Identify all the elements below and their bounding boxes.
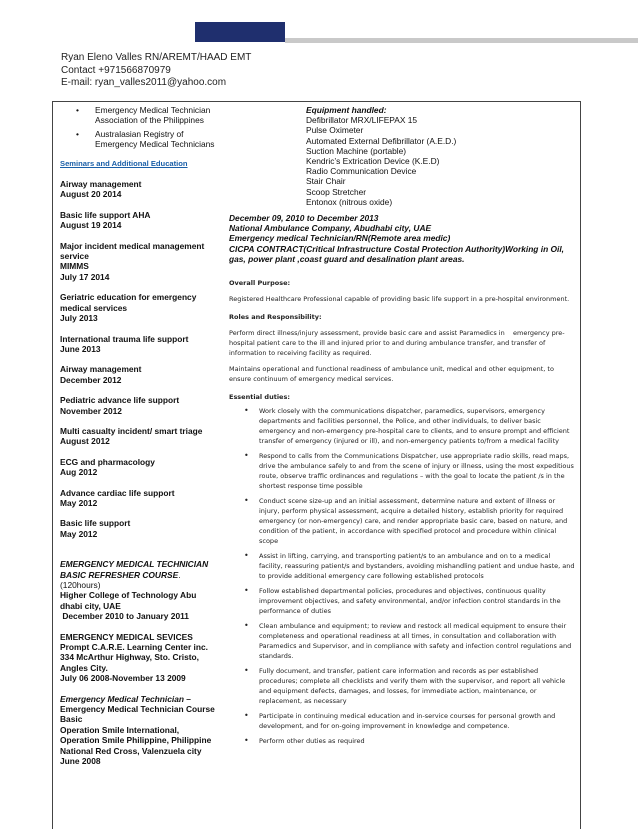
equipment-heading: Equipment handled: <box>306 105 387 115</box>
bullet-icon: • <box>244 666 249 676</box>
job-dates: December 09, 2010 to December 2013 <box>229 213 379 224</box>
list-item: • Emergency Medical Technician Association of the Philippines <box>76 105 211 126</box>
roles-paragraph: Perform direct illness/injury assessment, provide basic care and assist Paramedics in emergency pre-hospital patient care to the ill and injured prior to and during ambulance transfer, and transfer of information to receiving facility as required. <box>229 329 565 358</box>
list-item: Pulse Oximeter <box>306 125 364 136</box>
course-entry: Major incident medical management service MIMMS July 17 2014 <box>60 240 205 282</box>
duties-list <box>229 406 575 746</box>
emt-course-entry: Emergency Medical Technician – Emergency Medical Technician Course Basic Operation Smile International, Operation Smile Philippine, Philippine National Red Cross, Valenzuela city June 2008 <box>60 693 215 767</box>
list-item: • Work closely with the communications dispatcher, paramedics, supervisors, emergency departments and facilities personnel, the Police, and other individuals, to deliver basic emergency and non-emergency pre-hospital care to clients, and to ensure prompt and efficient transfer of emergency (injured or ill), and non-emergency patients to/from a medical facility <box>244 406 570 446</box>
bullet-icon: • <box>244 736 249 746</box>
course-entry: Airway management December 2012 <box>60 364 142 385</box>
header-accent-block <box>195 22 285 42</box>
left-column <box>60 105 220 767</box>
bullet-icon: • <box>76 105 79 115</box>
list-item: • Conduct scene size-up and an initial assessment, determine nature and extent of illness or injury, perform physical assessment, acquire a detailed history, establish priority for required emergency (or non-emergency) care, and render appropriate basic care, based on nature, and condition of the patient, in accordance with specified protocol and procedure within clinical scope <box>244 496 568 546</box>
bullet-icon: • <box>244 711 249 721</box>
bullet-icon: • <box>244 551 249 561</box>
list-item: Suction Machine (portable) <box>306 145 407 156</box>
list-item: Defibrillator MRX/LIFEPAX 15 <box>306 115 418 126</box>
course-entry: Basic life support May 2012 <box>60 518 131 539</box>
list-item: • Respond to calls from the Communications Dispatcher, use appropriate radio skills, read maps, drive the ambulance safely to and from the scene of injury or illness, using the most expeditious route, observe traffic ordinances and regulations – with the goal to locate the patient /s in the shortest response time possible <box>244 451 574 491</box>
bullet-icon: • <box>244 621 249 631</box>
job-description <box>229 278 575 746</box>
bullet-icon: • <box>244 496 249 506</box>
bullet-icon: • <box>244 406 249 416</box>
job-company: National Ambulance Company, Abudhabi city, UAE <box>229 223 432 234</box>
roles-paragraph: Maintains operational and functional readiness of ambulance unit, medical and other equipment, to ensure continuum of emergency medical services. <box>229 365 554 384</box>
header-accent-rule <box>285 38 638 43</box>
course-entry: Airway management August 20 2014 <box>60 179 142 200</box>
ems-course-entry: EMERGENCY MEDICAL SEVICES Prompt C.A.R.E. Learning Center inc. 334 McArthur Highway, Sto. Cristo, Angles City. July 06 2008-November 13 2009 <box>60 631 208 684</box>
contact-email: E-mail: ryan_valles2011@yahoo.com <box>61 77 227 88</box>
bullet-icon: • <box>244 451 249 461</box>
equipment-list <box>306 105 575 207</box>
resume-header <box>61 52 601 90</box>
name-line: Ryan Eleno Valles RN/AREMT/HAAD EMT <box>61 52 252 63</box>
course-entry: Pediatric advance life support November 2012 <box>60 395 180 416</box>
list-item: Scoop Stretcher <box>306 186 367 197</box>
contact-phone: Contact +971566870979 <box>61 64 171 76</box>
overall-purpose-label: Overall Purpose: <box>229 279 291 288</box>
essential-duties-label: Essential duties: <box>229 393 290 402</box>
overall-purpose-text: Registered Healthcare Professional capable of providing basic life support in a pre-hospital environment. <box>229 295 570 304</box>
list-item: • Australasian Registry of Emergency Medical Technicians <box>76 128 215 150</box>
list-item: Automated External Defibrillator (A.E.D.) <box>306 135 457 146</box>
course-entry: Multi casualty incident/ smart triage August 2012 <box>60 425 203 447</box>
list-item: Radio Communication Device <box>306 166 417 177</box>
bullet-icon: • <box>76 128 79 139</box>
course-entry: International trauma life support June 2013 <box>60 333 189 354</box>
refresher-course-entry: EMERGENCY MEDICAL TECHNICIAN BASIC REFRESHER COURSE. (120hours) Higher College of Technology Abu dhabi city, UAE December 2010 to January 2011 <box>60 559 209 622</box>
list-item: Entonox (nitrous oxide) <box>306 196 393 207</box>
roles-label: Roles and Responsibility: <box>229 313 322 322</box>
list-item: • Assist in lifting, carrying, and transporting patient/s to an ambulance and on to a medical facility, reassuring patient/s and bystanders, avoiding mishandling patient and undue haste, and to provide additional emergency care following established protocols <box>244 551 575 581</box>
list-item: • Perform other duties as required <box>244 736 365 746</box>
list-item: Stair Chair <box>306 176 346 187</box>
list-item: • Fully document, and transfer, patient care information and records as per established procedures; complete all checklists and verify them with the supervisor, and report all vehicle and equipment defects, damages, and losses, for immediate action, maintenance, or replacement, as necessary <box>244 666 566 706</box>
section-title-seminars: Seminars and Additional Education <box>60 158 188 168</box>
list-item: • Participate in continuing medical education and in-service courses for personal growth and development, and for on-going improvement in knowledge and competence. <box>244 711 556 731</box>
right-column <box>229 105 575 751</box>
membership-list <box>60 105 220 150</box>
job-role: Emergency medical Technician/RN(Remote area medic) <box>229 233 451 244</box>
list-item: Kendric’s Extrication Device (K.E.D) <box>306 156 440 167</box>
course-entry: Advance cardiac life support May 2012 <box>60 487 175 508</box>
bullet-icon: • <box>244 586 249 596</box>
job-contract: CICPA CONTRACT(Critical Infrastructure Costal Protection Authority)Working in Oil, gas, power plant ,coast guard and desalination plant areas. <box>229 243 565 264</box>
list-item: • Follow established departmental policies, procedures and objectives, continuous quality improvement objectives, and safety environmental, and/or infection control standards in the performance of duties <box>244 586 561 616</box>
list-item: • Clean ambulance and equipment; to review and restock all medical equipment to ensure their completeness and operational readiness at all times, in consultation and collaboration with Paramedics and Supervisor, and in compliance with safety and infection control regulations and standards. <box>244 621 572 661</box>
course-entry: Basic life support AHA August 19 2014 <box>60 209 151 231</box>
course-entry: ECG and pharmacology Aug 2012 <box>60 456 155 478</box>
job-entry <box>229 213 575 264</box>
course-entry: Geriatric education for emergency medical services July 2013 <box>60 292 197 324</box>
